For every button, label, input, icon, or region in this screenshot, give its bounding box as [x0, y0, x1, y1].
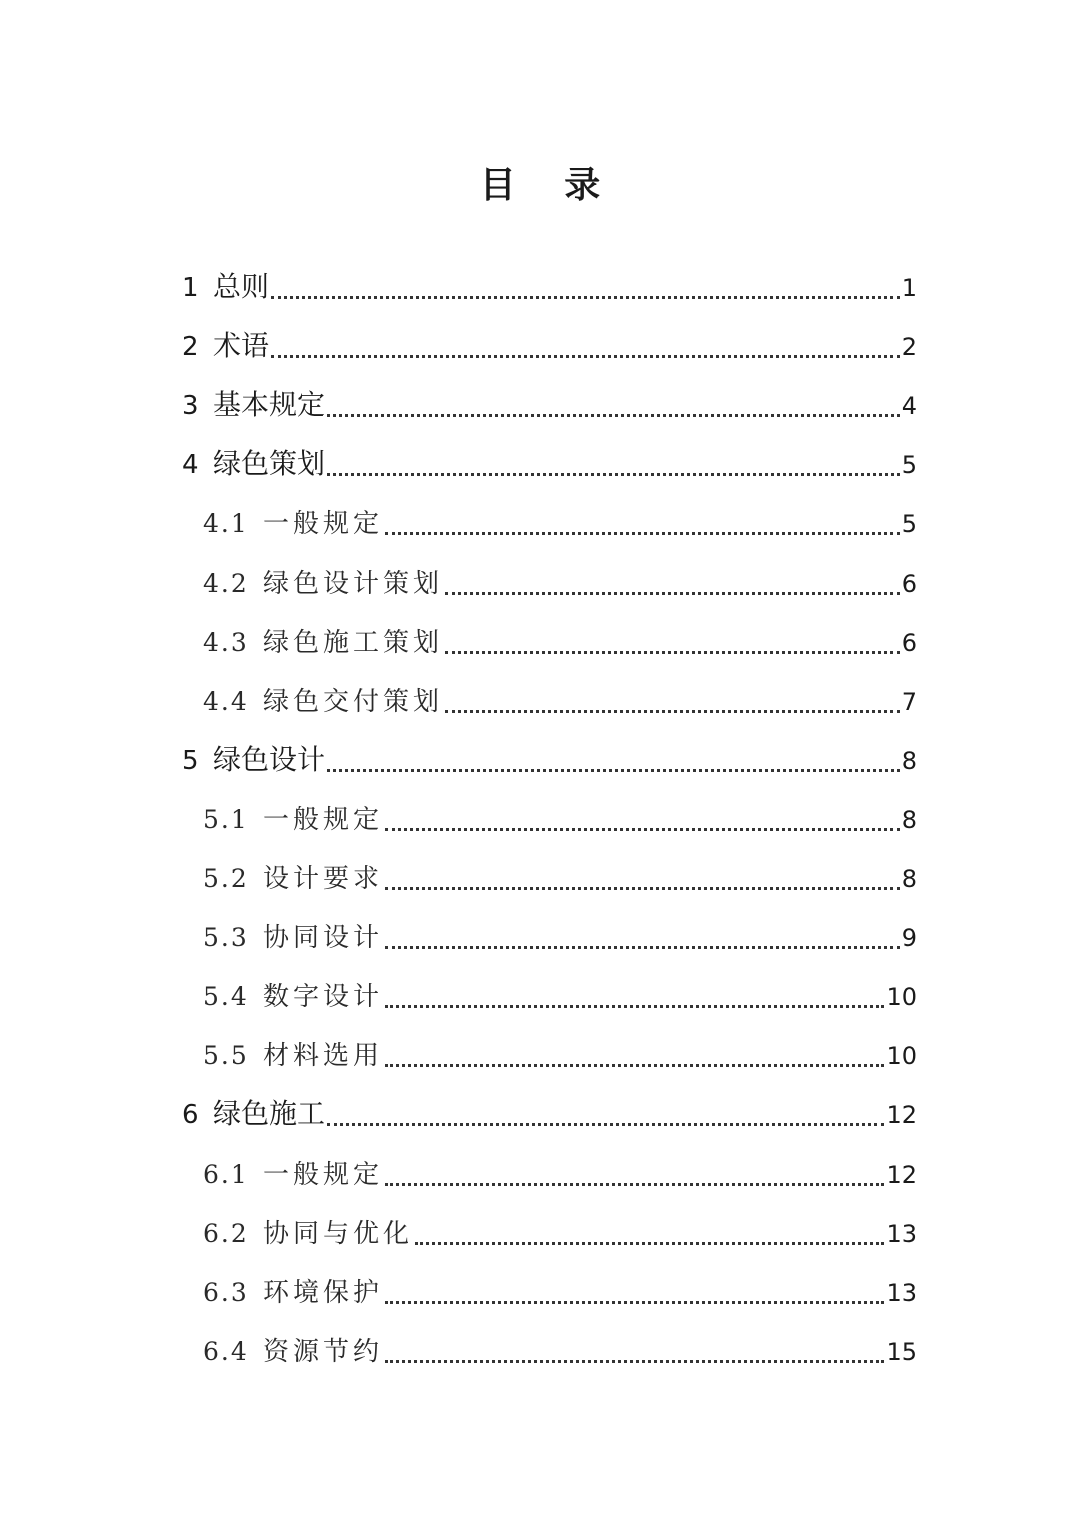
toc-entry-label — [203, 1214, 413, 1254]
dot-leader — [445, 591, 900, 595]
dot-leader — [385, 945, 900, 949]
toc-entry-page: 1 — [901, 274, 917, 302]
toc-entry[interactable] — [203, 859, 917, 899]
toc-entry-title: 一般规定 — [263, 509, 384, 540]
toc-entry-page: 15 — [886, 1337, 917, 1366]
toc-entry-title: 材料选用 — [263, 1041, 384, 1072]
toc-entry-number: 5.5 — [203, 1041, 249, 1071]
toc-entry[interactable] — [203, 1214, 917, 1254]
toc-entry-page: 5 — [901, 510, 917, 539]
toc-entry-page: 6 — [901, 628, 917, 657]
toc-entry-label — [203, 1332, 383, 1372]
dot-leader — [385, 1004, 884, 1008]
toc-entry[interactable] — [203, 918, 917, 958]
toc-entry-label — [203, 859, 383, 899]
toc-entry-label — [182, 1094, 325, 1135]
dot-leader — [445, 650, 900, 654]
toc-entry-label — [203, 800, 383, 840]
toc-entry-page: 7 — [901, 687, 917, 716]
toc-entry[interactable] — [203, 1155, 917, 1195]
toc-entry[interactable] — [182, 741, 917, 781]
dot-leader — [385, 886, 900, 890]
toc-entry-label — [203, 504, 383, 544]
toc-entry-title: 总则 — [213, 270, 270, 303]
dot-leader — [271, 354, 900, 358]
toc-entry-number: 5 — [182, 745, 199, 776]
toc-entry[interactable] — [203, 682, 917, 722]
toc-entry-page: 10 — [886, 1042, 917, 1071]
toc-entry[interactable] — [182, 327, 917, 367]
toc-entry-page: 12 — [886, 1101, 917, 1130]
toc-entry-label — [203, 623, 443, 663]
toc-entry-title: 数字设计 — [263, 982, 384, 1013]
toc-entry-title: 绿色设计 — [213, 742, 326, 776]
toc-entry-number: 4.2 — [203, 568, 249, 598]
toc-entry-number: 6.3 — [203, 1277, 249, 1307]
toc-entry-title: 绿色策划 — [213, 447, 326, 481]
dot-leader — [327, 472, 900, 476]
dot-leader — [385, 1182, 884, 1186]
toc-entry-label — [203, 1155, 383, 1195]
toc-entry-number: 6 — [182, 1100, 199, 1131]
toc-entry-page: 8 — [901, 865, 917, 893]
toc-entry[interactable] — [182, 1095, 917, 1135]
toc-entry-number: 6.2 — [203, 1218, 249, 1248]
toc-entry[interactable] — [203, 504, 917, 544]
toc-entry-title: 设计要求 — [263, 864, 384, 894]
toc-entry-page: 10 — [886, 983, 917, 1012]
toc-entry[interactable] — [203, 564, 917, 604]
toc-entry-label — [203, 682, 443, 722]
toc-entry-label — [203, 1036, 383, 1076]
toc-entry[interactable] — [203, 800, 917, 840]
toc-entry-page: 13 — [886, 1219, 917, 1248]
toc-entry-number: 6.1 — [203, 1159, 249, 1189]
toc-entry-label — [182, 385, 325, 426]
toc-entry-title: 环境保护 — [263, 1277, 384, 1308]
toc-entry-label — [182, 740, 325, 781]
toc-entry-title: 绿色施工 — [213, 1097, 326, 1131]
toc-entry-title: 协同与优化 — [263, 1218, 414, 1249]
dot-leader — [271, 295, 900, 299]
dot-leader — [385, 1300, 884, 1304]
toc-entry-label — [182, 444, 325, 485]
dot-leader — [385, 531, 900, 535]
toc-entry[interactable] — [203, 977, 917, 1017]
toc-entry-number: 6.4 — [203, 1336, 249, 1366]
toc-entry-page: 2 — [901, 333, 917, 362]
toc-entry-label — [182, 267, 269, 308]
toc-entry-page: 12 — [886, 1160, 917, 1189]
toc-entry-number: 5.3 — [203, 923, 249, 953]
toc-entry-number: 4.3 — [203, 627, 249, 657]
toc-entry-number: 2 — [182, 332, 199, 363]
dot-leader — [385, 827, 900, 831]
toc-entry-page: 9 — [901, 924, 917, 953]
toc-entry[interactable] — [182, 386, 917, 426]
toc-entry-number: 5.2 — [203, 864, 249, 893]
toc-entry-number: 1 — [182, 273, 199, 303]
dot-leader — [445, 709, 900, 713]
toc-entry[interactable] — [203, 623, 917, 663]
toc-entry[interactable] — [203, 1036, 917, 1076]
dot-leader — [327, 413, 900, 417]
dot-leader — [385, 1359, 884, 1363]
toc-entry[interactable] — [182, 268, 917, 308]
toc-entry-number: 4.4 — [203, 686, 249, 716]
dot-leader — [327, 1122, 884, 1126]
toc-entry-page: 13 — [886, 1278, 917, 1307]
dot-leader — [385, 1063, 884, 1067]
toc-entry-label — [203, 1273, 383, 1313]
toc-entry-title: 绿色交付策划 — [263, 686, 444, 717]
toc-entry-number: 4.1 — [203, 509, 249, 539]
toc-entry-page: 8 — [901, 805, 917, 834]
toc-entry-label — [182, 326, 269, 367]
toc-entry-title: 基本规定 — [213, 388, 326, 422]
toc-entry-page: 6 — [901, 569, 917, 598]
toc-entry-title: 绿色设计策划 — [263, 568, 444, 599]
dot-leader — [415, 1241, 884, 1245]
toc-entry-title: 术语 — [213, 329, 270, 363]
toc-entry-page: 5 — [901, 451, 917, 480]
toc-entry-title: 绿色施工策划 — [263, 627, 444, 658]
toc-entry-title: 资源节约 — [263, 1336, 384, 1367]
toc-entry-title: 一般规定 — [263, 1159, 384, 1190]
toc-entry-title: 协同设计 — [263, 923, 384, 954]
dot-leader — [327, 768, 900, 772]
toc-entry[interactable] — [182, 445, 917, 485]
toc-entry-title: 一般规定 — [263, 804, 384, 835]
toc-entry[interactable] — [203, 1273, 917, 1313]
toc-entry-number: 3 — [182, 391, 199, 422]
toc-entry-page: 8 — [901, 746, 917, 775]
page-title: 目 录 — [479, 165, 619, 206]
toc-entry-number: 5.1 — [203, 804, 249, 834]
toc-entry-number: 4 — [182, 450, 199, 481]
toc-entry-label — [203, 977, 383, 1017]
toc-entry-page: 4 — [901, 392, 917, 421]
toc-entry-label — [203, 918, 383, 958]
toc-entry-number: 5.4 — [203, 982, 249, 1012]
toc-entry-label — [203, 564, 443, 604]
toc-entry[interactable] — [203, 1332, 917, 1372]
